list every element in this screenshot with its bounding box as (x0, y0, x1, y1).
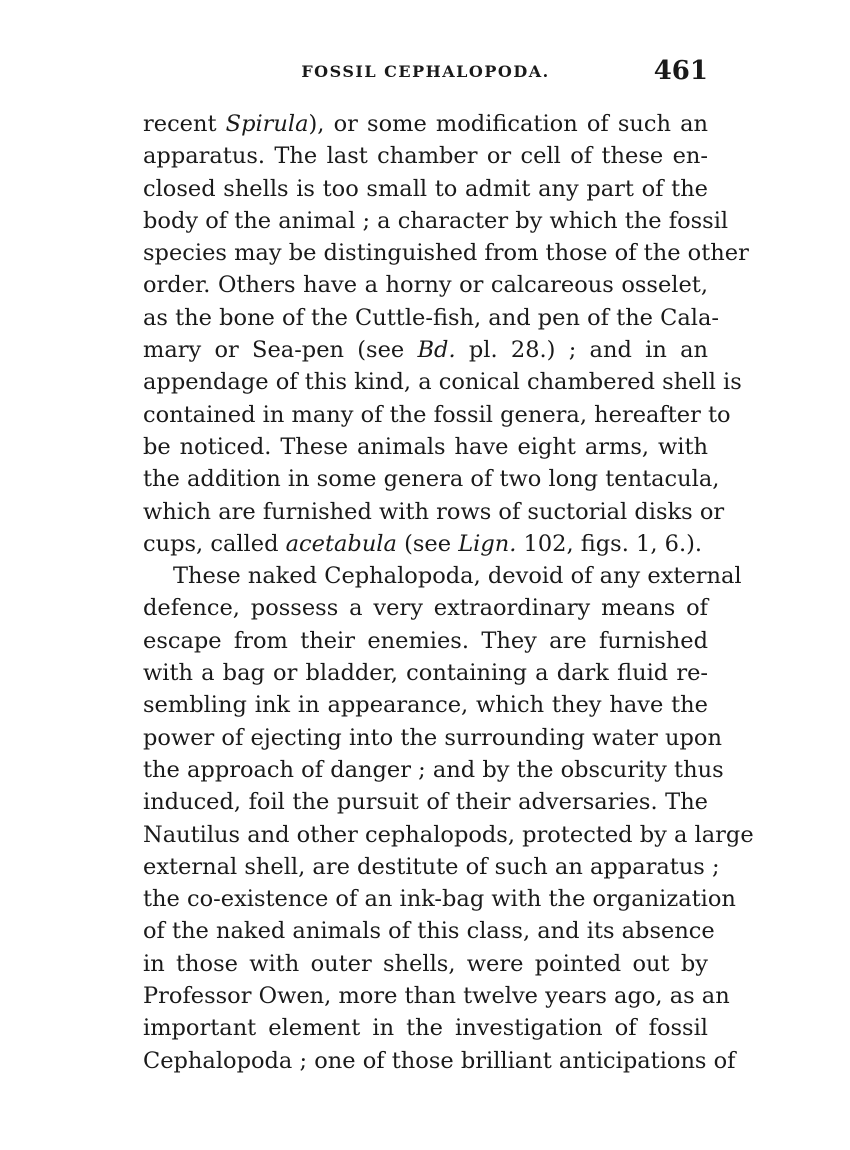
text-line: as the bone of the Cuttle-fish, and pen of the Cala- (143, 304, 719, 331)
text-line: Cephalopoda ; one of those brilliant anticipations of (143, 1047, 736, 1074)
paragraph (143, 560, 754, 1077)
text-line: the approach of danger ; and by the obscurity thus (143, 756, 724, 783)
italic-term: acetabula (285, 530, 397, 557)
text-line: Nautilus and other cephalopods, protected by a large (143, 821, 754, 848)
italic-term: Spirula (225, 111, 309, 137)
text-line: defence, possess a very extraordinary means of (143, 595, 708, 622)
page-number: 461 (653, 56, 708, 86)
text-line: power of ejecting into the surrounding water upon (143, 724, 722, 751)
text-line: apparatus. The last chamber or cell of these en- (143, 143, 708, 170)
text-line: sembling ink in appearance, which they have the (143, 692, 708, 719)
text-line: be noticed. These animals have eight arms, with (143, 433, 708, 460)
text-line: closed shells is too small to admit any part of the (143, 175, 708, 202)
text-line: contained in many of the fossil genera, hereafter to (143, 401, 731, 428)
text-line: body of the animal ; a character by which the fossil (143, 207, 729, 234)
italic-term: Bd. (417, 337, 456, 364)
running-head (143, 58, 708, 88)
text-line: mary or Sea-pen (see Bd. pl. 28.) ; and in an (143, 337, 708, 364)
text-line: which are furnished with rows of suctorial disks or (143, 498, 725, 525)
text-line: external shell, are destitute of such an apparatus ; (143, 853, 720, 880)
text-line: of the naked animals of this class, and its absence (143, 918, 715, 945)
text-line: the co-existence of an ink-bag with the organization (143, 886, 736, 913)
paragraph (143, 108, 749, 560)
text-line: recent Spirula), or some modification of such an (143, 111, 708, 137)
text-line: species may be distinguished from those of the other (143, 240, 749, 267)
text-line: escape from their enemies. They are furnished (143, 627, 708, 654)
text-line: order. Others have a horny or calcareous osselet, (143, 272, 708, 299)
text-line: the addition in some genera of two long tentacula, (143, 466, 720, 493)
text-line: Professor Owen, more than twelve years ago, as an (143, 983, 730, 1010)
text-line: with a bag or bladder, containing a dark fluid re- (143, 660, 708, 687)
text-line: in those with outer shells, were pointed out by (143, 950, 708, 977)
text-line: induced, foil the pursuit of their adversaries. The (143, 789, 708, 816)
body-text (143, 108, 754, 1077)
text-line: appendage of this kind, a conical chambered shell is (143, 369, 742, 396)
text-line: important element in the investigation of fossil (143, 1015, 708, 1042)
italic-term: Lign. (458, 530, 517, 557)
running-title: FOSSIL CEPHALOPODA. (301, 62, 550, 81)
text-line: These naked Cephalopoda, devoid of any external (173, 563, 742, 590)
text-line: cups, called acetabula (see Lign. 102, figs. 1, 6.). (143, 530, 703, 557)
